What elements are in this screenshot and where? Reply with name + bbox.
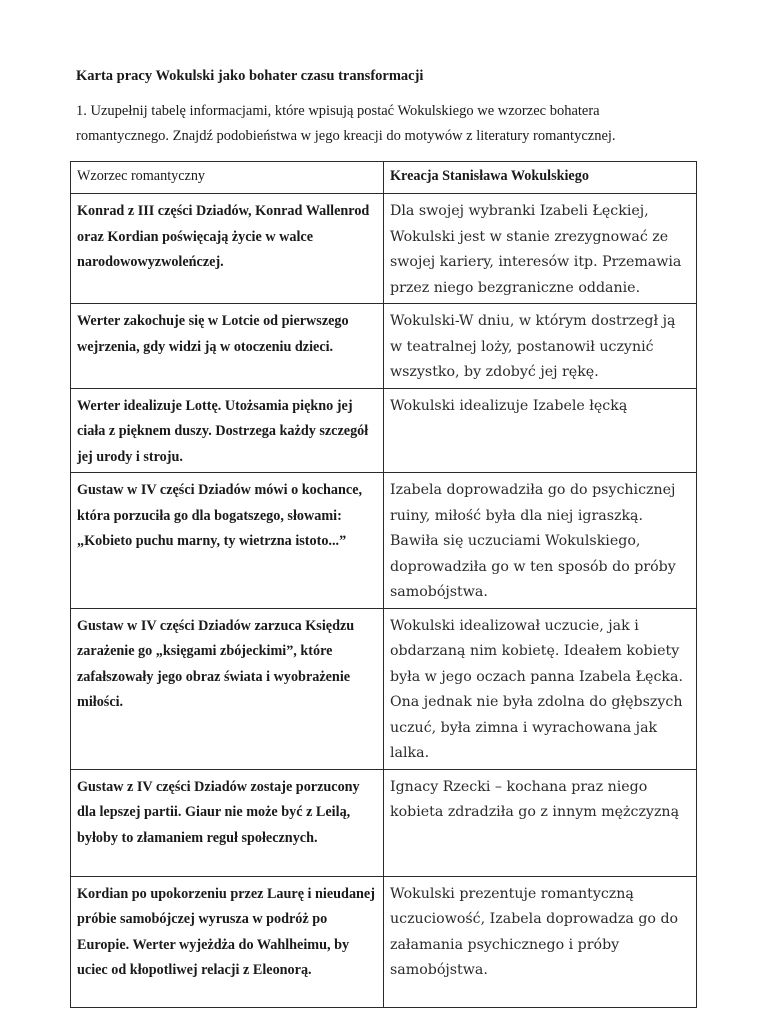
table-row: [71, 769, 697, 876]
table-header-row: [71, 162, 697, 194]
comparison-table: [70, 161, 697, 1008]
romantic-pattern-cell: Werter zakochuje się w Lotcie od pierwszego wejrzenia, gdy widzi ją w otoczeniu dzieci.: [71, 304, 384, 389]
wokulski-creation-cell: Izabela doprowadziła go do psychicznej ruiny, miłość była dla niej igraszką. Bawiła się uczuciami Wokulskiego, doprowadziła go w ten sposób do próby samobójstwa.: [384, 473, 697, 609]
wokulski-creation-cell: Wokulski prezentuje romantyczną uczuciowość, Izabela doprowadza go do załamania psychicznego i próby samobójstwa.: [384, 876, 697, 1007]
romantic-pattern-cell: Werter idealizuje Lottę. Utożsamia piękno jej ciała z pięknem duszy. Dostrzega każdy szczegół jej urody i stroju.: [71, 388, 384, 473]
table-row: [71, 473, 697, 609]
romantic-pattern-cell: Konrad z III części Dziadów, Konrad Wallenrod oraz Kordian poświęcają życie w walce narodowowyzwoleńczej.: [71, 194, 384, 304]
table-row: [71, 388, 697, 473]
wokulski-creation-cell: Wokulski-W dniu, w którym dostrzegł ją w teatralnej loży, postanowił uczynić wszystko, by zdobyć jej rękę.: [384, 304, 697, 389]
romantic-pattern-cell: Gustaw w IV części Dziadów mówi o kochance, która porzuciła go dla bogatszego, słowami: „Kobieto puchu marny, ty wietrzna istoto...”: [71, 473, 384, 609]
table-row: [71, 608, 697, 769]
table-row: [71, 304, 697, 389]
romantic-pattern-cell: Gustaw w IV części Dziadów zarzuca Księdzu zarażenie go „księgami zbójeckimi”, które zafałszowały jego obraz świata i wyobrażenie miłości.: [71, 608, 384, 769]
table-row: [71, 876, 697, 1007]
wokulski-creation-cell: Wokulski idealizuje Izabele łęcką: [384, 388, 697, 473]
table-row: [71, 194, 697, 304]
header-romantic-pattern: Wzorzec romantyczny: [71, 162, 384, 194]
romantic-pattern-cell: Gustaw z IV części Dziadów zostaje porzucony dla lepszej partii. Giaur nie może być z Leilą, byłoby to złamaniem reguł społecznych.: [71, 769, 384, 876]
wokulski-creation-cell: Wokulski idealizował uczucie, jak i obdarzaną nim kobietę. Ideałem kobiety była w jego oczach panna Izabela Łęcka. Ona jednak nie była zdolna do głębszych uczuć, była zimna i wyrachowana jak lalka.: [384, 608, 697, 769]
wokulski-creation-cell: Ignacy Rzecki – kochana praz niego kobieta zdradziła go z innym mężczyzną: [384, 769, 697, 876]
romantic-pattern-cell: Kordian po upokorzeniu przez Laurę i nieudanej próbie samobójczej wyrusza w podróż po Europie. Werter wyjeżdża do Wahlheimu, by uciec od kłopotliwej relacji z Eleonorą.: [71, 876, 384, 1007]
wokulski-creation-cell: Dla swojej wybranki Izabeli Łęckiej, Wokulski jest w stanie zrezygnować ze swojej kariery, interesów itp. Przemawia przez niego bezgraniczne oddanie.: [384, 194, 697, 304]
header-wokulski-creation: Kreacja Stanisława Wokulskiego: [384, 162, 697, 194]
document-title: Karta pracy Wokulski jako bohater czasu transformacji: [76, 68, 424, 84]
task-instruction: 1. Uzupełnij tabelę informacjami, które wpisują postać Wokulskiego we wzorzec bohatera romantycznego. Znajdź podobieństwa w jego kreacji do motywów z literatury romantycznej.: [76, 103, 616, 144]
